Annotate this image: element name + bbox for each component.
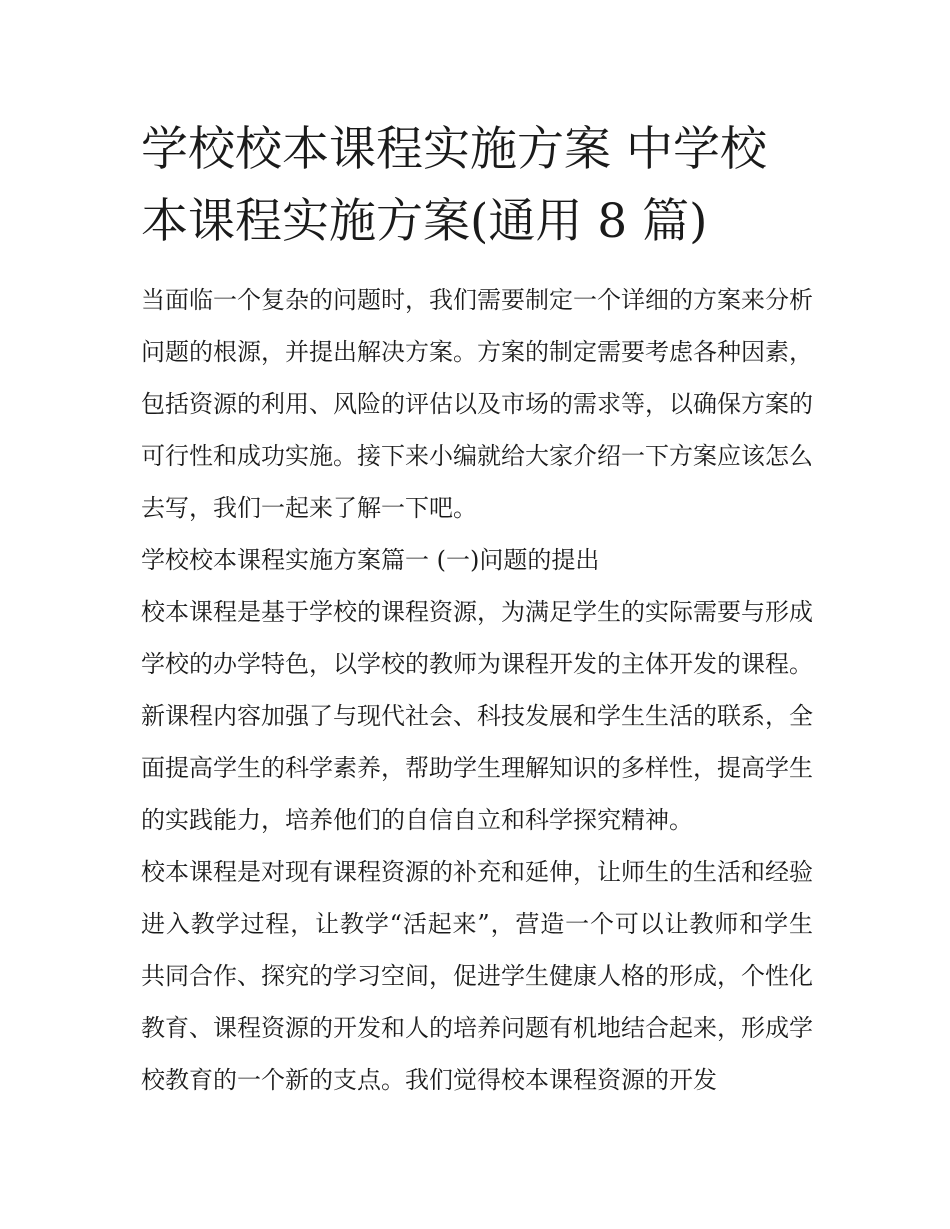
- section-heading: 学校校本课程实施方案篇一 (一)问题的提出: [141, 546, 600, 574]
- intro-paragraph: 当面临一个复杂的问题时，我们需要制定一个详细的方案来分析问题的根源，并提出解决方案。方案的制定需要考虑各种因素，包括资源的利用、风险的评估以及市场的需求等，以确保方案的可行性和成功实施。接下来小编就给大家介绍一下方案应该怎么去写，我们一起来了解一下吧。: [141, 286, 813, 522]
- document-title: 学校校本课程实施方案 中学校本课程实施方案(通用 8 篇): [141, 122, 767, 249]
- document-page: [141, 114, 813, 1106]
- body-paragraph-2: 校本课程是对现有课程资源的补充和延伸，让师生的生活和经验进入教学过程，让教学“活起来”，营造一个可以让教师和学生共同合作、探究的学习空间，促进学生健康人格的形成，个性化教育、课程资源的开发和人的培养问题有机地结合起来，形成学校教育的一个新的支点。我们觉得校本课程资源的开发: [141, 858, 813, 1094]
- body-paragraph-1: 校本课程是基于学校的课程资源，为满足学生的实际需要与形成学校的办学特色，以学校的教师为课程开发的主体开发的课程。新课程内容加强了与现代社会、科技发展和学生生活的联系，全面提高学生的科学素养，帮助学生理解知识的多样性，提高学生的实践能力，培养他们的自信自立和科学探究精神。: [141, 598, 813, 834]
